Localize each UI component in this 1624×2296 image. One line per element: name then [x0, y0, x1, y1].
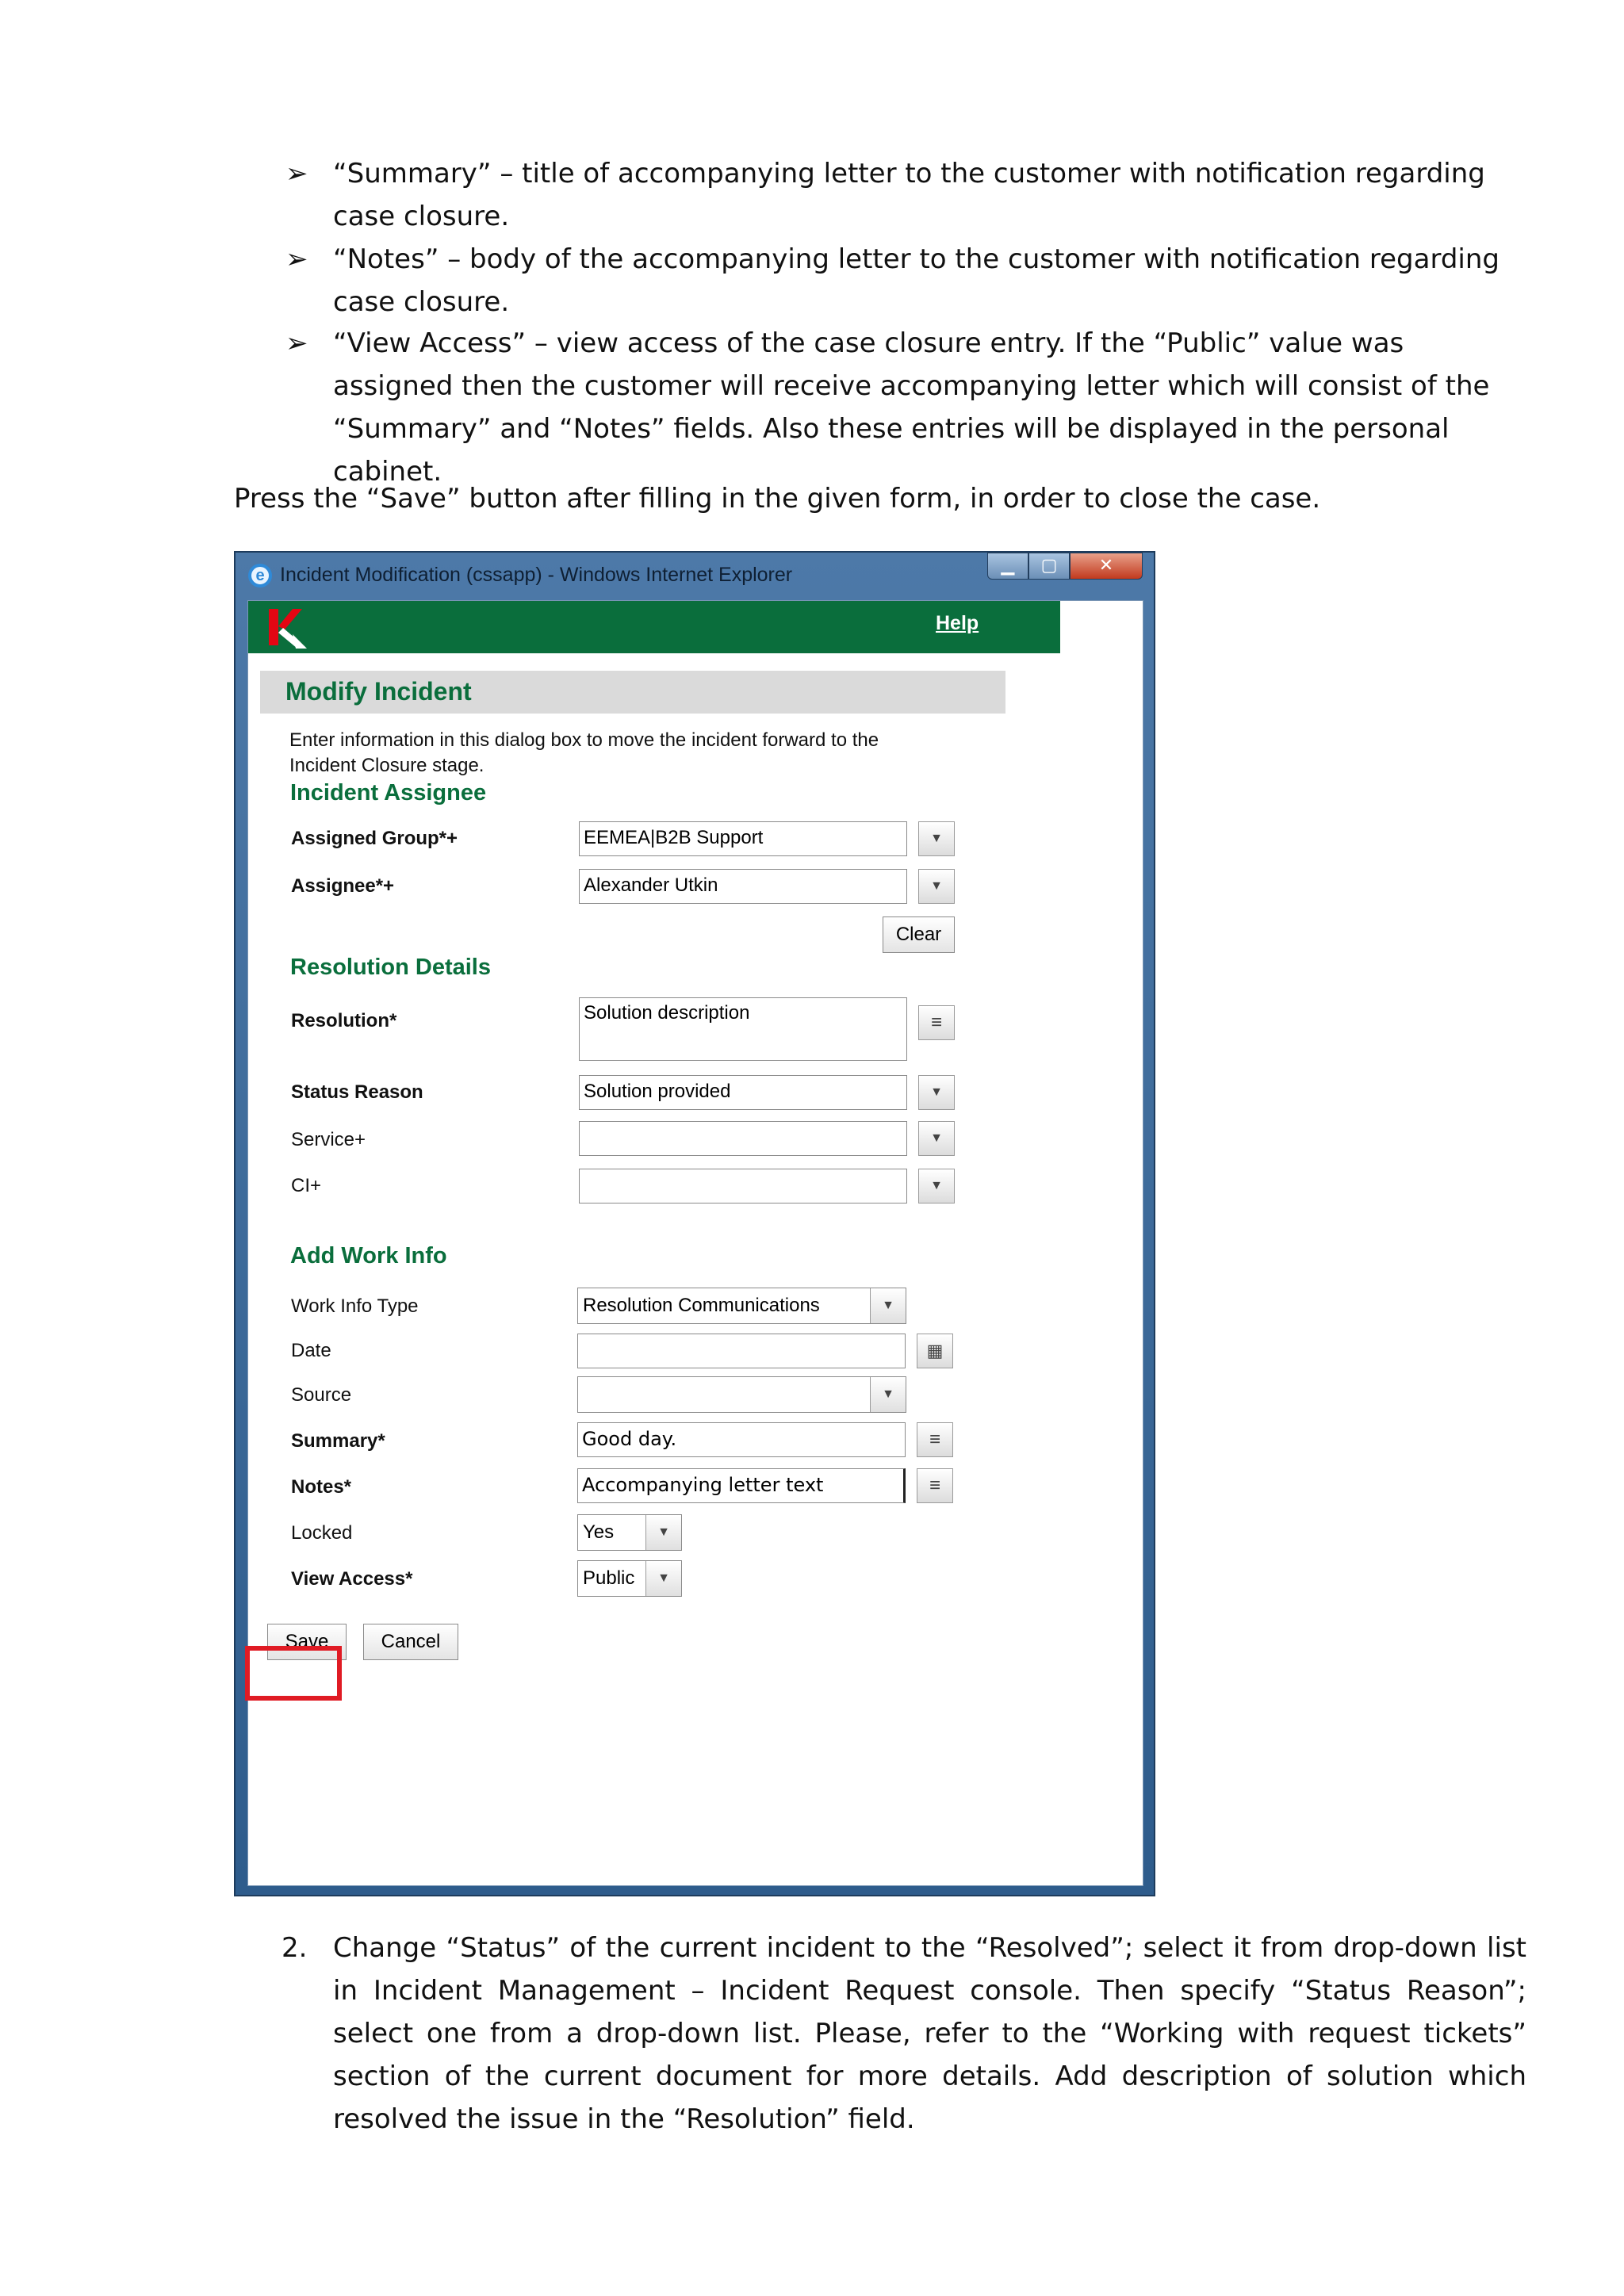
app-header — [248, 601, 1060, 653]
bullet-text: “View Access” – view access of the case closure entry. If the “Public” value was assigned then the customer will receive accompanying letter which will consist of the “Summary” and “Notes” fields. Also these entries will be displayed in the personal cabinet. — [333, 327, 1490, 488]
date-label: Date — [291, 1340, 331, 1361]
minimize-button[interactable]: ▁ — [987, 553, 1028, 580]
section-add-work-info: Add Work Info — [290, 1243, 447, 1269]
bullet-text: “Notes” – body of the accompanying letter to the customer with notification regarding case closure. — [333, 243, 1500, 318]
step-text: Change “Status” of the current incident to the “Resolved”; select it from drop-down list in Incident Management – Incident Request console. Then specify “Status Reason”; select one from a drop-down list. Please, refer to the “Working with request tickets” section of the current document for more details. Add description of solution which resolved the issue in the “Resolution” field. — [333, 1932, 1526, 2135]
ci-label: CI+ — [291, 1175, 322, 1196]
summary-expand-icon[interactable]: ≡ — [917, 1422, 953, 1457]
summary-input[interactable]: Good day. — [577, 1422, 906, 1457]
work-info-type-label: Work Info Type — [291, 1295, 419, 1317]
assigned-group-dropdown-icon[interactable]: ▼ — [918, 821, 955, 856]
assigned-group-input[interactable]: EEMEA|B2B Support — [579, 821, 907, 856]
step-number: 2. — [282, 1932, 308, 1964]
assignee-dropdown-icon[interactable]: ▼ — [918, 869, 955, 904]
maximize-button[interactable]: ▢ — [1028, 553, 1070, 580]
source-select[interactable] — [577, 1376, 906, 1413]
cancel-button[interactable]: Cancel — [363, 1624, 458, 1660]
status-reason-label: Status Reason — [291, 1081, 423, 1103]
chevron-down-icon: ▼ — [870, 1377, 906, 1412]
ie-window — [234, 551, 1155, 1896]
instruction-paragraph: Press the “Save” button after filling in the given form, in order to close the case. — [234, 483, 1321, 515]
view-access-select[interactable] — [577, 1560, 682, 1597]
help-link[interactable]: Help — [936, 612, 979, 634]
ci-input[interactable] — [579, 1169, 907, 1203]
resolution-textarea[interactable]: Solution description — [579, 997, 907, 1061]
view-access-label: View Access* — [291, 1568, 413, 1590]
save-highlight-box — [245, 1646, 342, 1701]
window-content — [247, 600, 1143, 1886]
assigned-group-label: Assigned Group*+ — [291, 828, 458, 849]
arrow-bullet-icon: ➢ — [285, 243, 308, 275]
assignee-input[interactable]: Alexander Utkin — [579, 869, 907, 904]
source-label: Source — [291, 1384, 352, 1406]
notes-input[interactable]: Accompanying letter text — [577, 1468, 906, 1503]
assignee-label: Assignee*+ — [291, 875, 395, 897]
kaspersky-logo-icon — [266, 607, 308, 650]
view-access-value: Public — [583, 1567, 635, 1589]
locked-value: Yes — [583, 1521, 615, 1543]
chevron-down-icon: ▼ — [645, 1515, 681, 1550]
section-resolution-details: Resolution Details — [290, 955, 491, 980]
page-title-bar — [260, 671, 1005, 714]
chevron-down-icon: ▼ — [645, 1561, 681, 1596]
calendar-icon[interactable]: ▦ — [917, 1334, 953, 1368]
chevron-down-icon: ▼ — [870, 1288, 906, 1323]
page-title: Modify Incident — [285, 677, 472, 706]
close-button[interactable]: ✕ — [1070, 553, 1143, 580]
intro-text: Enter information in this dialog box to move the incident forward to the Incident Closure stage. — [289, 729, 879, 776]
arrow-bullet-icon: ➢ — [285, 158, 308, 189]
ci-dropdown-icon[interactable]: ▼ — [918, 1169, 955, 1203]
notes-expand-icon[interactable]: ≡ — [917, 1468, 953, 1503]
service-input[interactable] — [579, 1121, 907, 1156]
locked-label: Locked — [291, 1522, 353, 1544]
service-label: Service+ — [291, 1129, 366, 1150]
bullet-text: “Summary” – title of accompanying letter to the customer with notification regarding case closure. — [333, 158, 1485, 232]
resolution-expand-icon[interactable]: ≡ — [918, 1005, 955, 1040]
window-title: Incident Modification (cssapp) - Windows Internet Explorer — [280, 564, 793, 586]
window-controls — [987, 553, 1143, 581]
status-reason-input[interactable]: Solution provided — [579, 1075, 907, 1110]
locked-select[interactable] — [577, 1514, 682, 1551]
clear-button[interactable]: Clear — [883, 916, 955, 953]
internet-explorer-icon: e — [248, 564, 272, 587]
window-titlebar[interactable] — [236, 553, 1154, 600]
work-info-type-value: Resolution Communications — [583, 1295, 820, 1316]
section-incident-assignee: Incident Assignee — [290, 780, 487, 806]
save-button[interactable]: Save — [267, 1624, 347, 1660]
work-info-type-select[interactable] — [577, 1288, 906, 1324]
arrow-bullet-icon: ➢ — [285, 327, 308, 359]
service-dropdown-icon[interactable]: ▼ — [918, 1121, 955, 1156]
resolution-label: Resolution* — [291, 1010, 397, 1031]
status-reason-dropdown-icon[interactable]: ▼ — [918, 1075, 955, 1110]
summary-label: Summary* — [291, 1430, 385, 1452]
notes-label: Notes* — [291, 1476, 352, 1498]
date-input[interactable] — [577, 1334, 906, 1368]
